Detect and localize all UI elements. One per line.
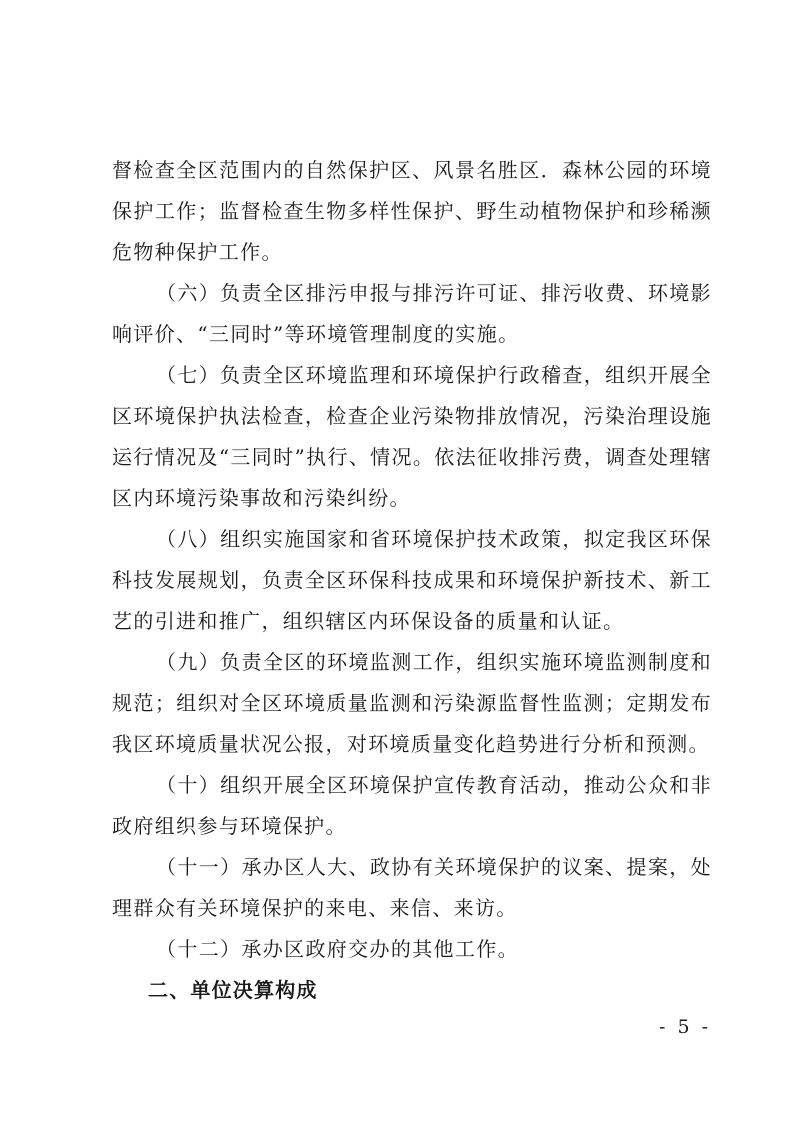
document-body — [112, 150, 712, 1011]
paragraph-item-9: （九）负责全区的环境监测工作，组织实施环境监测制度和规范；组织对全区环境质量监测和污染源监督性监测；定期发布我区环境质量状况公报，对环境质量变化趋势进行分析和预测。 — [112, 650, 712, 756]
paragraph-continued: 督检查全区范围内的自然保护区、风景名胜区．森林公园的环境保护工作；监督检查生物多样性保护、野生动植物保护和珍稀濒危物种保护工作。 — [112, 158, 712, 264]
paragraph-item-10: （十）组织开展全区环境保护宣传教育活动，推动公众和非政府组织参与环境保护。 — [112, 773, 712, 838]
paragraph-item-6: （六）负责全区排污申报与排污许可证、排污收费、环境影响评价、“三同时”等环境管理制度的实施。 — [112, 281, 712, 346]
paragraph-item-11: （十一）承办区人大、政协有关环境保护的议案、提案，处理群众有关环境保护的来电、来信、来访。 — [112, 855, 712, 920]
paragraph-item-7: （七）负责全区环境监理和环境保护行政稽查，组织开展全区环境保护执法检查，检查企业污染物排放情况，污染治理设施运行情况及“三同时”执行、情况。依法征收排污费，调查处理辖区内环境污染事故和污染纠纷。 — [112, 363, 712, 510]
section-heading: 二、单位决算构成 — [148, 978, 318, 1002]
paragraph-item-12: （十二）承办区政府交办的其他工作。 — [156, 937, 519, 961]
paragraph-item-8: （八）组织实施国家和省环境保护技术政策，拟定我区环保科技发展规划，负责全区环保科技成果和环境保护新技术、新工艺的引进和推广，组织辖区内环保设备的质量和认证。 — [112, 527, 712, 633]
page-number: - 5 - — [658, 1016, 711, 1038]
